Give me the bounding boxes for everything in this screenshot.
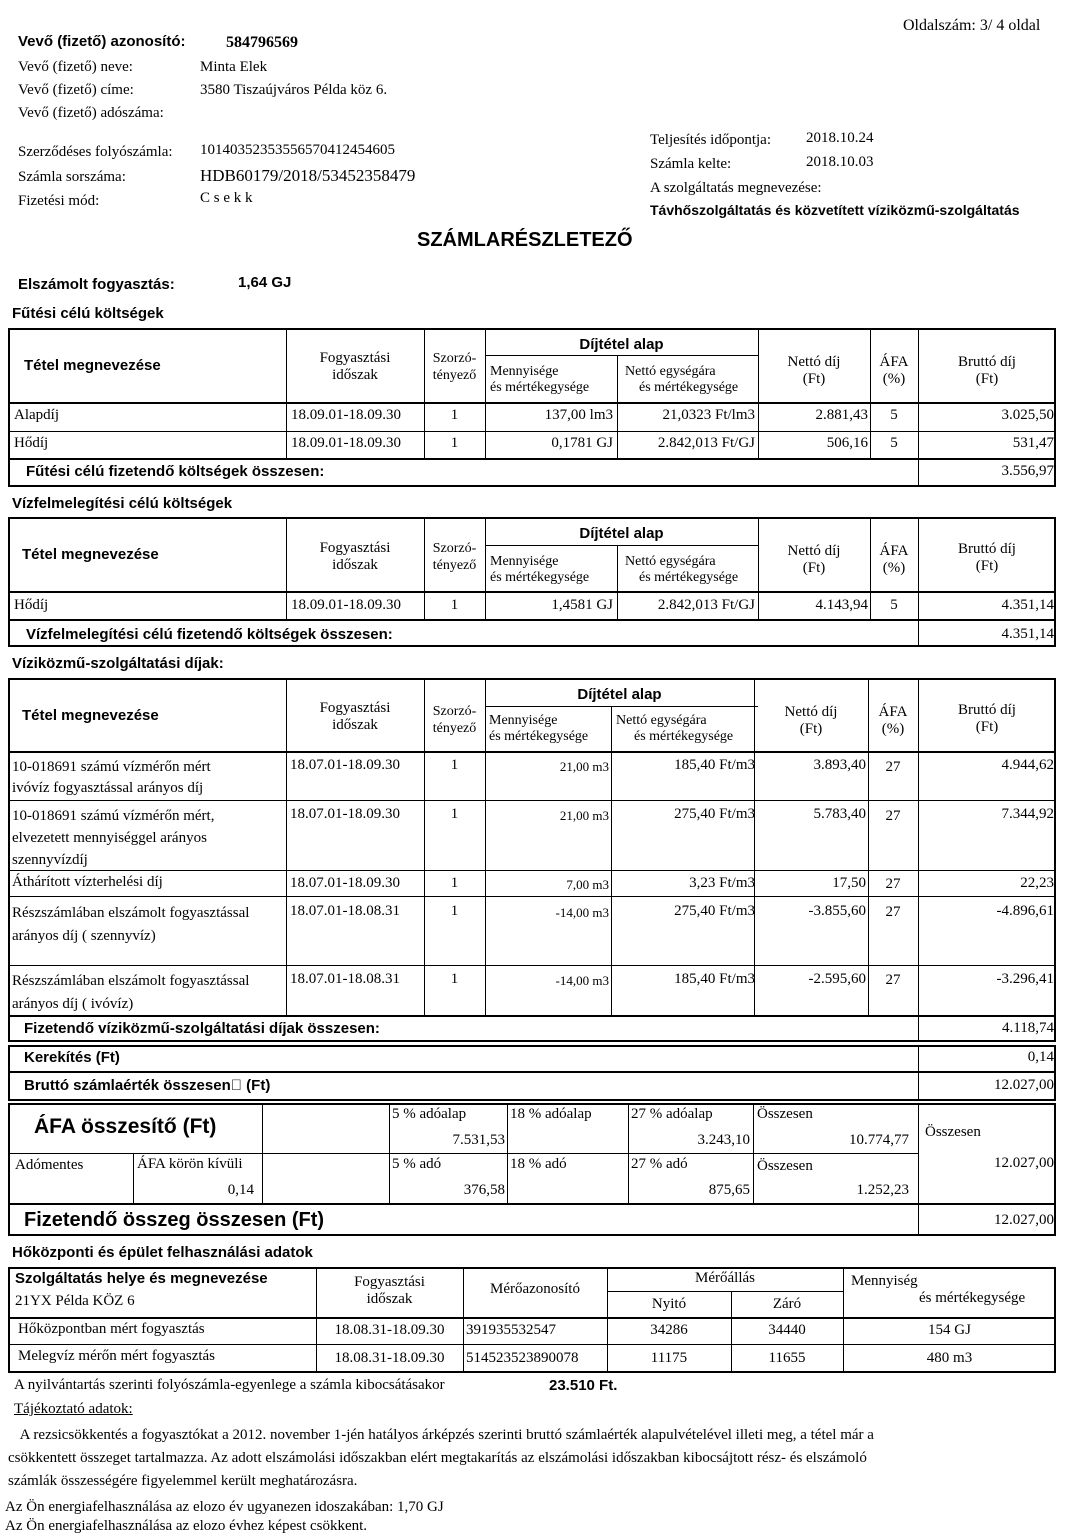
vat-tax-sum-value: 1.252,23 — [856, 1182, 909, 1198]
utility-row-4-factor: 1 — [450, 903, 459, 919]
utility-row-4-price: 275,40 Ft/m3 — [674, 903, 755, 919]
center-section-title: Hőközponti és épület felhasználási adatok — [12, 1244, 313, 1261]
buyer-address-label: Vevő (fizető) címe: — [18, 82, 134, 98]
vat-out-value: 0,14 — [227, 1182, 254, 1198]
center-header-meter: Mérőazonosító — [490, 1281, 580, 1297]
center-row-2-open: 11175 — [650, 1350, 688, 1366]
water-heating-header-price-2: és mértékegysége — [639, 570, 739, 585]
heating-header-tariff: Díjtétel alap — [579, 336, 664, 353]
water-heating-total-value: 4.351,14 — [1001, 626, 1054, 642]
rounding-row — [8, 1045, 1056, 1073]
heating-row-2-factor: 1 — [450, 435, 459, 451]
utility-row-4-qty: -14,00 m3 — [555, 905, 609, 920]
utility-header-net-2: (Ft) — [799, 721, 823, 737]
utility-row-2-net: 5.783,40 — [813, 806, 866, 822]
utility-row-5-period: 18.07.01-18.08.31 — [290, 971, 400, 987]
heating-header-qty-1: Mennyisége — [490, 364, 559, 379]
page-number: Oldalszám: 3/ 4 oldal — [903, 17, 1041, 34]
utility-row-2-gross: 7.344,92 — [1001, 806, 1054, 822]
utility-row-1-net: 3.893,40 — [813, 757, 866, 773]
heating-total-value: 3.556,97 — [1001, 463, 1054, 479]
center-header-period-2: időszak — [366, 1291, 413, 1307]
vat-base5-label: 5 % adóalap — [392, 1106, 467, 1122]
vat-tax5-value: 376,58 — [463, 1182, 505, 1198]
document-title: SZÁMLARÉSZLETEZŐ — [417, 229, 633, 251]
heating-header-factor-2: tényező — [432, 368, 477, 383]
heating-row-1-name: Alapdíj — [14, 407, 59, 423]
heating-section-title: Fűtési célú költségek — [12, 305, 164, 322]
vat-base27-value: 3.243,10 — [697, 1132, 750, 1148]
center-row-2-meter: 514523523890078 — [466, 1350, 579, 1366]
rounding-value: 0,14 — [1027, 1049, 1054, 1065]
utility-row-2-vat: 27 — [885, 808, 901, 824]
utility-row-4-vat: 27 — [885, 904, 901, 920]
buyer-name-value: Minta Elek — [200, 59, 268, 75]
info-text-3: számlák összességére figyelemmel került meghatározásra. — [8, 1473, 358, 1489]
utility-row-3-gross: 22,23 — [1020, 875, 1054, 891]
vat-base5-value: 7.531,53 — [452, 1132, 505, 1148]
utility-row-1-name-2: ivóvíz fogyasztással arányos díj — [12, 780, 204, 796]
utility-row-3-name: Áthárított vízterhelési díj — [12, 874, 163, 890]
consumption-label: Elszámolt fogyasztás: — [18, 276, 175, 293]
utility-row-4-net: -3.855,60 — [808, 903, 866, 919]
heating-row-2-gross: 531,47 — [1012, 435, 1054, 451]
utility-row-5-net: -2.595,60 — [808, 971, 866, 987]
utility-total-label: Fizetendő víziközmű-szolgáltatási díjak összesen: — [24, 1020, 380, 1037]
water-heating-row-1-period: 18.09.01-18.09.30 — [291, 597, 401, 613]
info-text-1:  A rezsicsökkentés a fogyasztókat a 2012. november 1-jén hatályos árképzés szerinti bruttó számlaérték alapulvételével illeti meg, a tétel már a — [8, 1427, 874, 1443]
vat-base27-label: 27 % adóalap — [631, 1106, 713, 1122]
heating-row-1-net: 2.881,43 — [815, 407, 868, 423]
utility-row-2-factor: 1 — [450, 806, 459, 822]
heating-header-gross-2: (Ft) — [975, 371, 999, 387]
center-row-2-name: Melegvíz mérőn mért fogyasztás — [18, 1348, 216, 1364]
water-heating-header-tariff: Díjtétel alap — [579, 525, 664, 542]
buyer-name-label: Vevő (fizető) neve: — [18, 59, 133, 75]
water-heating-header-factor-1: Szorzó- — [432, 541, 477, 556]
utility-row-3-period: 18.07.01-18.09.30 — [290, 875, 400, 891]
utility-header-factor-2: tényező — [432, 721, 477, 736]
heating-header-price-2: és mértékegysége — [639, 380, 739, 395]
water-heating-row-1-factor: 1 — [450, 597, 459, 613]
water-heating-header-period-1: Fogyasztási — [319, 540, 391, 556]
utility-header-vat-2: (%) — [881, 721, 905, 737]
utility-row-2-name-1: 10-018691 számú vízmérőn mért, — [12, 808, 215, 824]
heating-row-1-qty: 137,00 lm3 — [544, 407, 613, 423]
utility-row-1-vat: 27 — [885, 759, 901, 775]
utility-header-gross-1: Bruttó díj — [958, 702, 1016, 718]
utility-row-3-net: 17,50 — [832, 875, 866, 891]
invoice-date-label: Számla kelte: — [650, 156, 732, 172]
utility-header-qty-1: Mennyisége — [489, 713, 558, 728]
water-heating-header-gross-1: Bruttó díj — [958, 541, 1016, 557]
heating-header-period-1: Fogyasztási — [319, 350, 391, 366]
vat-out-label: ÁFA körön kívüli — [137, 1156, 243, 1172]
invoice-number-value: HDB60179/2018/53452358479 — [200, 166, 416, 185]
account-value: 10140352353556570412454605 — [200, 142, 395, 158]
center-header-qty-2: és mértékegysége — [919, 1290, 1026, 1306]
utility-header-period-2: időszak — [332, 717, 378, 733]
vat-summary-title: ÁFA összesítő (Ft) — [34, 1115, 217, 1138]
performance-date-label: Teljesítés időpontja: — [650, 132, 772, 148]
water-heating-section-title: Vízfelmelegítési célú költségek — [12, 495, 233, 512]
utility-row-5-vat: 27 — [885, 972, 901, 988]
utility-row-3-price: 3,23 Ft/m3 — [689, 875, 755, 891]
center-header-qty-1: Mennyiség — [851, 1273, 918, 1289]
water-heating-total-label: Vízfelmelegítési célú fizetendő költségek összesen: — [26, 626, 393, 643]
water-heating-header-price-1: Nettó egységára — [625, 554, 716, 569]
utility-header-price-1: Nettó egységára — [616, 713, 707, 728]
center-row-1-open: 34286 — [650, 1322, 688, 1338]
heating-header-period-2: időszak — [332, 367, 378, 383]
utility-row-4-name-2: arányos díj ( szennyvíz) — [12, 928, 156, 944]
vat-base-sum-value: 10.774,77 — [849, 1132, 909, 1148]
utility-row-2-name-2: elvezetett mennyiséggel arányos — [12, 830, 207, 846]
water-heating-header-gross-2: (Ft) — [975, 558, 999, 574]
heating-row-2-price: 2.842,013 Ft/GJ — [657, 435, 755, 451]
vat-base18-label: 18 % adóalap — [510, 1106, 592, 1122]
heating-row-2-net: 506,16 — [826, 435, 868, 451]
footer-line-1: Az Ön energiafelhasználása az elozo év ugyanezen idoszakában: 1,70 GJ — [5, 1499, 444, 1515]
heating-header-net-2: (Ft) — [802, 371, 826, 387]
vat-tax18-label: 18 % adó — [510, 1156, 567, 1172]
center-row-1-close: 34440 — [768, 1322, 806, 1338]
buyer-address-value: 3580 Tiszaújváros Példa köz 6. — [200, 82, 388, 98]
center-row-1-meter: 391935532547 — [466, 1322, 556, 1338]
payment-label: Fizetési mód: — [18, 193, 100, 209]
utility-row-1-price: 185,40 Ft/m3 — [674, 757, 755, 773]
utility-row-1-qty: 21,00 m3 — [559, 759, 609, 774]
heating-row-1-price: 21,0323 Ft/lm3 — [662, 407, 755, 423]
vat-tax-sum-label: Összesen — [757, 1158, 813, 1174]
utility-total-value: 4.118,74 — [1002, 1020, 1054, 1036]
utility-row-3-factor: 1 — [450, 875, 459, 891]
water-heating-header-net-1: Nettó díj — [787, 543, 841, 559]
utility-row-2-name-3: szennyvízdíj — [12, 852, 88, 868]
utility-header-tariff: Díjtétel alap — [577, 686, 662, 703]
balance-value: 23.510 Ft. — [549, 1377, 618, 1394]
payment-value: C s e k k — [200, 190, 253, 206]
heating-header-vat-2: (%) — [882, 371, 906, 387]
heating-row-2-vat: 5 — [890, 435, 898, 451]
utility-row-4-name-1: Részszámlában elszámolt fogyasztással — [12, 905, 250, 921]
heating-row-1-gross: 3.025,50 — [1001, 407, 1054, 423]
utility-row-2-qty: 21,00 m3 — [559, 808, 609, 823]
center-row-1-period: 18.08.31-18.09.30 — [334, 1322, 445, 1338]
buyer-id-label: Vevő (fizető) azonosító: — [18, 33, 186, 50]
heating-row-1-factor: 1 — [450, 407, 459, 423]
center-row-1-qty: 154 GJ — [928, 1322, 971, 1338]
gross-total-label: Bruttó számlaérték összesen  (Ft) — [24, 1077, 271, 1094]
utility-row-2-period: 18.07.01-18.09.30 — [290, 806, 400, 822]
vat-base-sum-label: Összesen — [757, 1106, 813, 1122]
center-place-value: 21YX Példa KÖZ 6 — [15, 1293, 135, 1309]
heating-row-2-name: Hődíj — [14, 435, 49, 451]
center-row-2-period: 18.08.31-18.09.30 — [334, 1350, 445, 1366]
utility-row-5-name-1: Részszámlában elszámolt fogyasztással — [12, 973, 250, 989]
heating-header-qty-2: és mértékegysége — [490, 380, 590, 395]
service-value: Távhőszolgáltatás és közvetített víziközmű-szolgáltatás — [650, 202, 1020, 218]
invoice-number-label: Számla sorszáma: — [18, 169, 126, 185]
utility-row-1-period: 18.07.01-18.09.30 — [290, 757, 400, 773]
heating-row-2-period: 18.09.01-18.09.30 — [291, 435, 401, 451]
heating-header-net-1: Nettó díj — [787, 354, 841, 370]
center-place-label: Szolgáltatás helye és megnevezése — [15, 1270, 268, 1287]
utility-row-5-price: 185,40 Ft/m3 — [674, 971, 755, 987]
heating-row-2-qty: 0,1781 GJ — [551, 435, 613, 451]
utility-row-1-name-1: 10-018691 számú vízmérőn mért — [12, 759, 211, 775]
vat-grand-value: 12.027,00 — [994, 1155, 1054, 1171]
center-header-period-1: Fogyasztási — [354, 1274, 425, 1290]
water-heating-row-1-qty: 1,4581 GJ — [551, 597, 613, 613]
utility-row-5-gross: -3.296,41 — [996, 971, 1054, 987]
utility-header-net-1: Nettó díj — [784, 704, 838, 720]
center-row-2-close: 11655 — [768, 1350, 806, 1366]
center-row-1-name: Hőközpontban mért fogyasztás — [18, 1321, 205, 1337]
center-header-closing: Záró — [772, 1296, 802, 1312]
payable-value: 12.027,00 — [994, 1212, 1054, 1228]
utility-header-item: Tétel megnevezése — [22, 707, 159, 724]
water-heating-header-net-2: (Ft) — [802, 560, 826, 576]
center-header-reading: Mérőállás — [695, 1270, 755, 1286]
water-heating-header-vat-1: ÁFA — [879, 543, 909, 559]
utility-header-qty-2: és mértékegysége — [489, 729, 589, 744]
heating-total-label: Fűtési célú fizetendő költségek összesen: — [26, 463, 325, 480]
utility-row-4-gross: -4.896,61 — [996, 903, 1054, 919]
buyer-id-value: 584796569 — [226, 34, 298, 51]
utility-header-vat-1: ÁFA — [878, 704, 908, 720]
balance-label: A nyilvántartás szerinti folyószámla-egyenlege a számla kibocsátásakor — [14, 1377, 445, 1393]
water-heating-header-factor-2: tényező — [432, 558, 477, 573]
heating-header-price-1: Nettó egységára — [625, 364, 716, 379]
vat-tax27-label: 27 % adó — [631, 1156, 688, 1172]
heating-header-factor-1: Szorzó- — [432, 351, 477, 366]
center-row-2-qty: 480 m3 — [926, 1350, 973, 1366]
water-heating-row-1-net: 4.143,94 — [815, 597, 868, 613]
footer-line-2: Az Ön energiafelhasználása az elozo évhez képest csökkent. — [5, 1518, 368, 1534]
utility-row-3-vat: 27 — [885, 876, 901, 892]
utility-row-1-factor: 1 — [450, 757, 459, 773]
invoice-date-value: 2018.10.03 — [806, 154, 874, 170]
heating-row-1-vat: 5 — [890, 407, 898, 423]
utility-row-2-price: 275,40 Ft/m3 — [674, 806, 755, 822]
vat-grand-label: Összesen — [925, 1124, 981, 1140]
utility-header-period-1: Fogyasztási — [319, 700, 391, 716]
utility-row-5-qty: -14,00 m3 — [555, 973, 609, 988]
water-heating-header-qty-2: és mértékegysége — [490, 570, 590, 585]
water-heating-row-1-name: Hődíj — [14, 597, 49, 613]
performance-date-value: 2018.10.24 — [806, 130, 874, 146]
vat-exempt-label: Adómentes — [15, 1157, 84, 1173]
rounding-label: Kerekítés (Ft) — [24, 1049, 120, 1066]
water-heating-row-1-vat: 5 — [890, 597, 898, 613]
account-label: Szerződéses folyószámla: — [18, 144, 173, 160]
water-heating-row-1-price: 2.842,013 Ft/GJ — [657, 597, 755, 613]
utility-header-gross-2: (Ft) — [975, 719, 999, 735]
utility-row-5-factor: 1 — [450, 971, 459, 987]
service-label: A szolgáltatás megnevezése: — [650, 180, 822, 196]
heating-row-1-period: 18.09.01-18.09.30 — [291, 407, 401, 423]
consumption-value: 1,64 GJ — [238, 274, 292, 291]
heating-header-item: Tétel megnevezése — [24, 357, 161, 374]
buyer-tax-label: Vevő (fizető) adószáma: — [18, 105, 164, 121]
utility-row-3-qty: 7,00 m3 — [566, 877, 609, 892]
payable-label: Fizetendő összeg összesen (Ft) — [24, 1209, 325, 1231]
info-text-2: csökkentett összeget tartalmazza. Az adott elszámolási időszakban elért megtakarítás az elszámolási időszakban kibocsájtott rész- és elszámoló — [8, 1450, 867, 1466]
utility-row-4-period: 18.07.01-18.08.31 — [290, 903, 400, 919]
info-label: Tájékoztató adatok: — [14, 1401, 133, 1417]
utility-row-5-name-2: arányos díj ( ivóvíz) — [12, 996, 134, 1012]
water-heating-row-1-gross: 4.351,14 — [1001, 597, 1054, 613]
center-header-opening: Nyitó — [651, 1296, 687, 1312]
utility-header-factor-1: Szorzó- — [432, 704, 477, 719]
water-heating-header-vat-2: (%) — [882, 560, 906, 576]
utility-row-1-gross: 4.944,62 — [1001, 757, 1054, 773]
gross-total-value: 12.027,00 — [994, 1077, 1054, 1093]
water-heating-header-period-2: időszak — [332, 557, 378, 573]
water-heating-header-qty-1: Mennyisége — [490, 554, 559, 569]
utility-header-price-2: és mértékegysége — [634, 729, 734, 744]
utility-section-title: Víziközmű-szolgáltatási díjak: — [12, 655, 224, 672]
vat-tax27-value: 875,65 — [708, 1182, 750, 1198]
vat-tax5-label: 5 % adó — [392, 1156, 442, 1172]
water-heating-header-item: Tétel megnevezése — [22, 546, 159, 563]
heating-header-gross-1: Bruttó díj — [958, 354, 1016, 370]
heating-header-vat-1: ÁFA — [879, 354, 909, 370]
